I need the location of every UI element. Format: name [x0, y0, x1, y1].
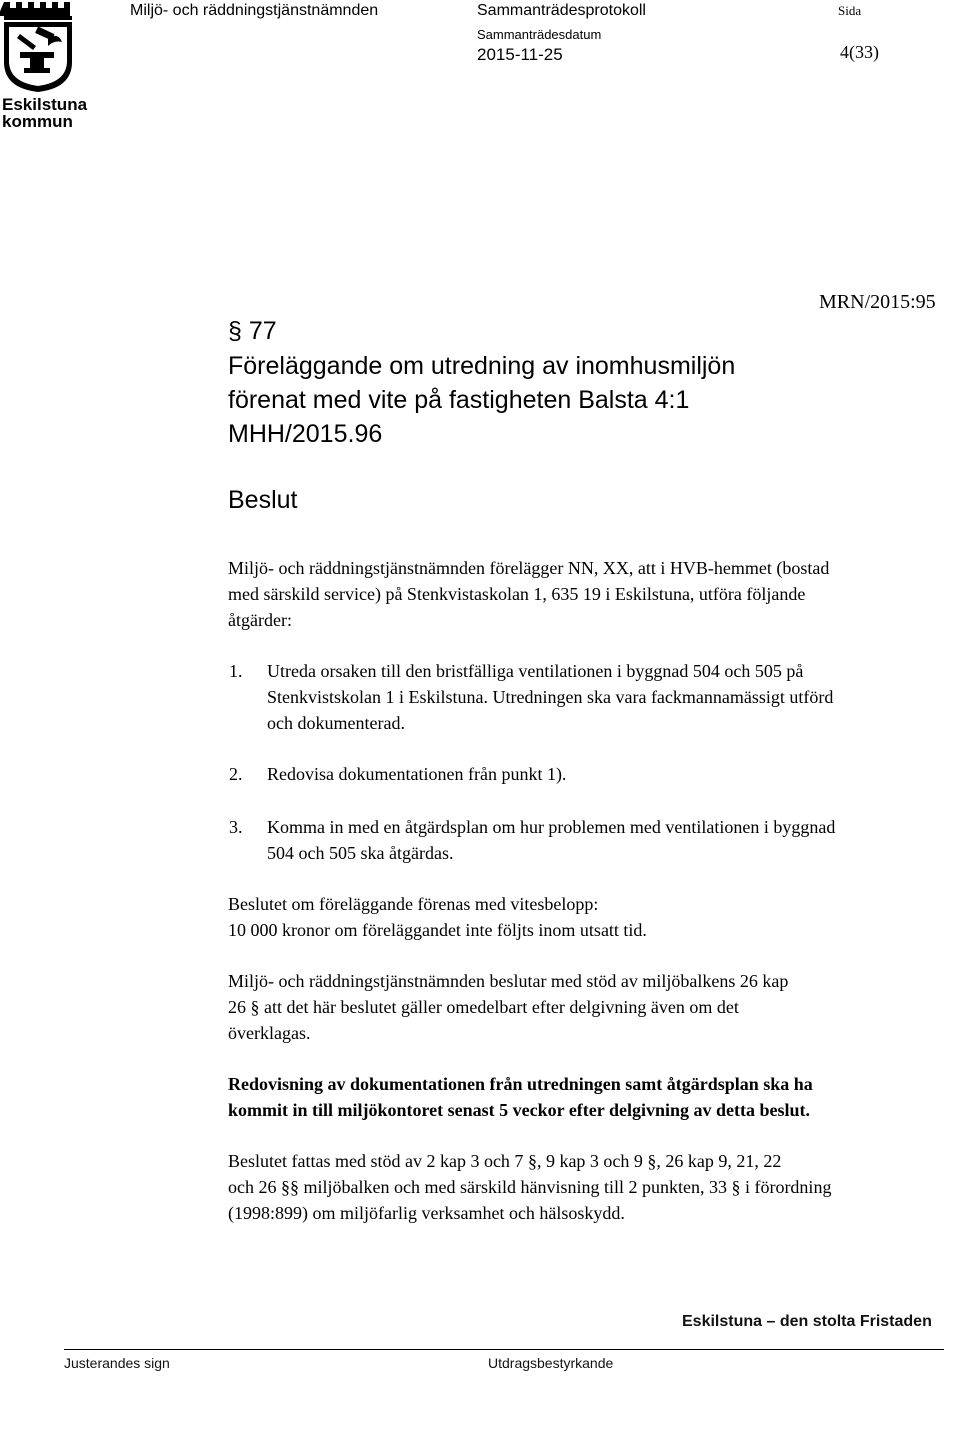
- page-label: Sida: [838, 3, 862, 18]
- fine-line1: Beslutet om föreläggande förenas med vitesbelopp:: [228, 894, 599, 914]
- case-title-line1: Föreläggande om utredning av inomhusmiljön: [228, 352, 736, 380]
- page-number: 4(33): [840, 42, 879, 62]
- effect-chapter: 26: [228, 997, 246, 1017]
- section-symbol: §: [281, 1177, 290, 1197]
- list-item-2-line1: Redovisa dokumentationen från punkt 1).: [267, 764, 567, 784]
- logo-text-line1: Eskilstuna: [2, 95, 88, 114]
- footer-slogan: Eskilstuna – den stolta Fristaden: [682, 1313, 932, 1330]
- intro-line1: Miljö- och räddningstjänstnämnden förelägger NN, XX, att i HVB-hemmet (bostad: [228, 558, 830, 578]
- effect-line2: [228, 994, 739, 1020]
- basis-text-b: , 9 kap 3 och 9: [536, 1151, 643, 1171]
- basis-text-d: och 26: [228, 1177, 277, 1197]
- basis-line1: [228, 1148, 781, 1174]
- section-symbol: §: [731, 1177, 741, 1197]
- meeting-date: 2015-11-25: [477, 45, 563, 64]
- justerandes-sign-label: Justerandes sign: [64, 1355, 170, 1371]
- section-symbol: §: [527, 1151, 537, 1171]
- intro-line2: med särskild service) på Stenkvistaskolan 1, 635 19 i Eskilstuna, utföra följande: [228, 584, 806, 604]
- municipality-logo: [0, 0, 88, 131]
- decision-heading: Beslut: [228, 486, 298, 514]
- section-number: 77: [248, 317, 277, 345]
- list-item-1-line2: Stenkvistskolan 1 i Eskilstuna. Utredningen ska vara fackmannamässigt utförd: [267, 687, 834, 707]
- committee-name: Miljö- och räddningstjänstnämnden: [130, 2, 379, 19]
- footer-divider: [64, 1349, 944, 1350]
- basis-text-c: , 26 kap 9, 21, 22: [656, 1151, 782, 1171]
- basis-text-a: Beslutet fattas med stöd av 2 kap 3 och 7: [228, 1151, 524, 1171]
- effect-line1: Miljö- och räddningstjänstnämnden beslutar med stöd av miljöbalkens 26 kap: [228, 971, 789, 991]
- list-item-1-line1: Utreda orsaken till den bristfälliga ventilationen i byggnad 504 och 505 på: [267, 661, 804, 681]
- basis-text-f: i förordning: [744, 1177, 832, 1197]
- list-item-3-line2: 504 och 505 ska åtgärdas.: [267, 843, 454, 863]
- fine-line2: 10 000 kronor om föreläggandet inte följts inom utsatt tid.: [228, 920, 647, 940]
- deadline-line2: kommit in till miljökontoret senast 5 veckor efter delgivning av detta beslut.: [228, 1100, 810, 1120]
- section-symbol: §: [228, 317, 242, 345]
- list-item-3-line1: Komma in med en åtgärdsplan om hur problemen med ventilationen i byggnad: [267, 817, 836, 837]
- coat-of-arms-icon: [0, 0, 76, 92]
- document-type: Sammanträdesprotokoll: [477, 2, 646, 19]
- effect-text: att det här beslutet gäller omedelbart efter delgivning även om det: [264, 997, 739, 1017]
- basis-text-e: miljöbalken och med särskild hänvisning till 2 punkten, 33: [303, 1177, 727, 1197]
- intro-line3: åtgärder:: [228, 610, 292, 630]
- list-item-2-number: 2.: [229, 764, 243, 784]
- list-item-1-line3: och dokumenterad.: [267, 713, 405, 733]
- utdragsbestyrkande-label: Utdragsbestyrkande: [488, 1355, 614, 1371]
- basis-line2: [228, 1174, 831, 1200]
- case-title-line2: förenat med vite på fastigheten Balsta 4:1: [228, 386, 690, 414]
- list-item-3-number: 3.: [229, 817, 243, 837]
- section-symbol: §: [250, 997, 260, 1017]
- case-title-line3: MHH/2015.96: [228, 420, 383, 448]
- basis-line3: (1998:899) om miljöfarlig verksamhet och hälsoskydd.: [228, 1203, 625, 1223]
- effect-line3: överklagas.: [228, 1023, 311, 1043]
- case-reference: MRN/2015:95: [819, 291, 936, 313]
- logo-text-line2: kommun: [2, 112, 73, 131]
- list-item-1-number: 1.: [229, 661, 243, 681]
- meeting-date-label: Sammanträdesdatum: [477, 27, 602, 42]
- section-symbol: §: [647, 1151, 657, 1171]
- section-heading: [228, 314, 277, 348]
- deadline-line1: Redovisning av dokumentationen från utredningen samt åtgärdsplan ska ha: [228, 1074, 813, 1094]
- section-symbol: §: [290, 1177, 299, 1197]
